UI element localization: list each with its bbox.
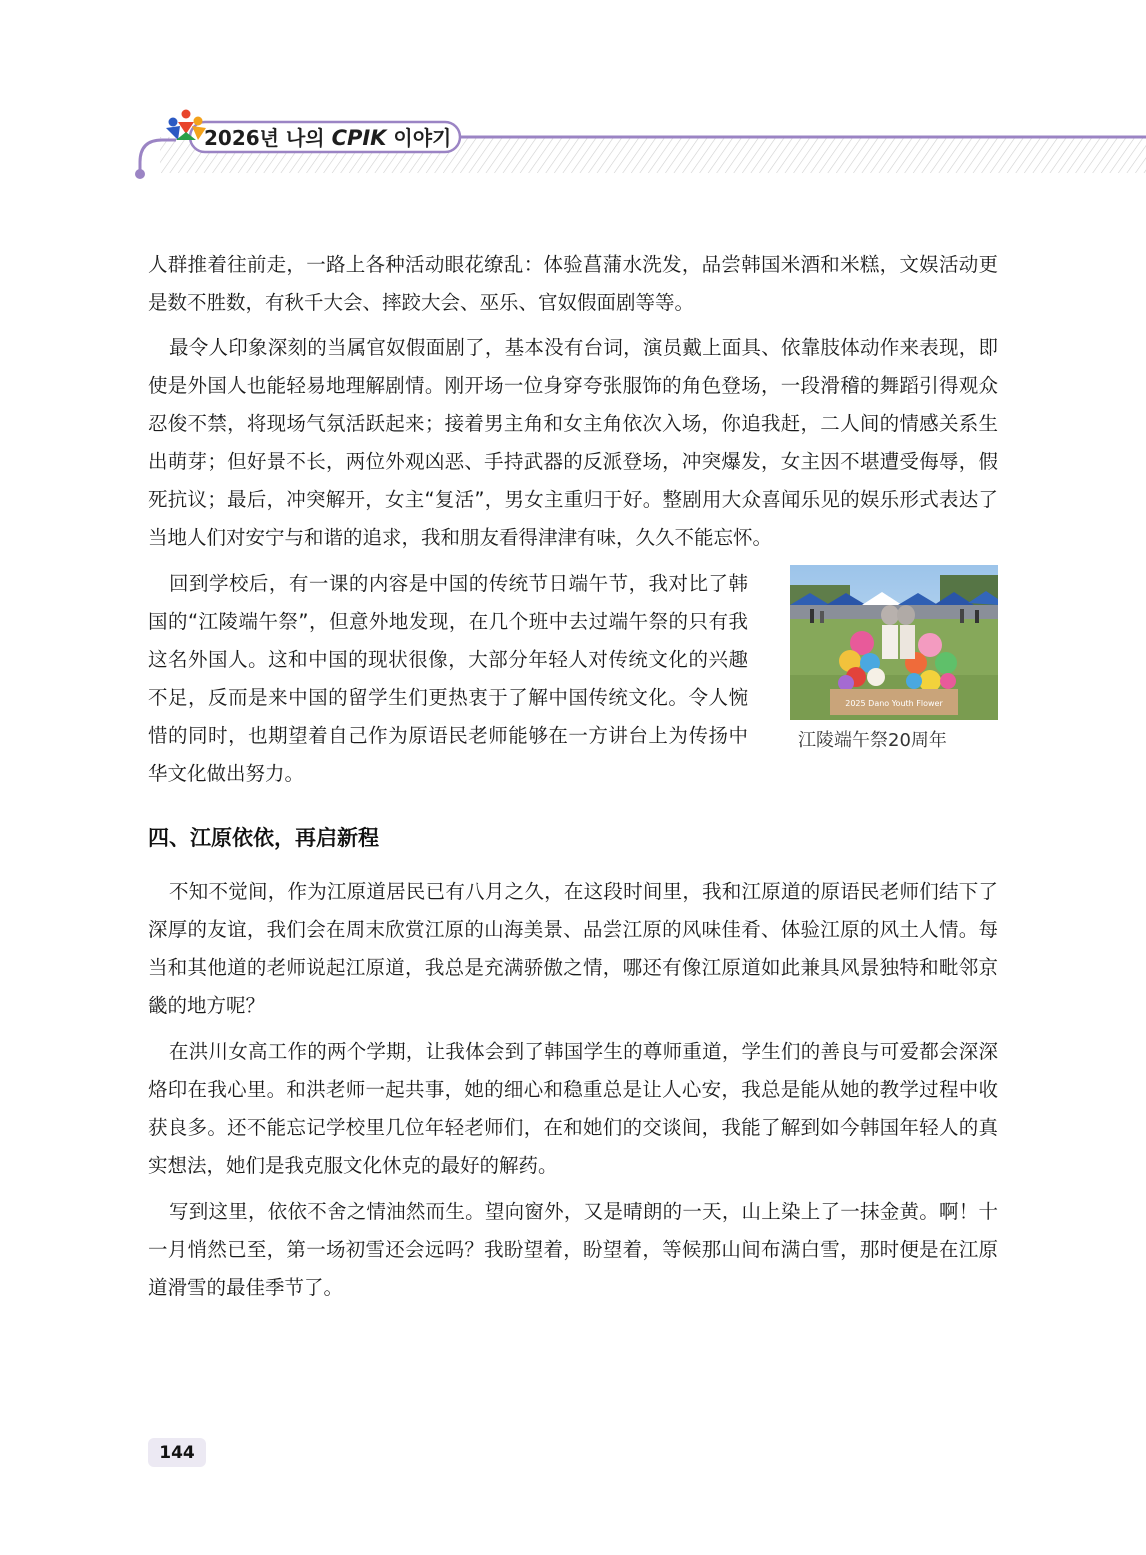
cpik-logo-icon	[166, 110, 206, 141]
header-brand: CPIK	[331, 126, 387, 150]
paragraph-6: 写到这里，依依不舍之情油然而生。望向窗外，又是晴朗的一天，山上染上了一抹金黄。啊！十一月悄然已至，第一场初雪还会远吗？我盼望着，盼望着，等候那山间布满白雪，那时便是在江原道滑雪的最佳季节了。	[148, 1200, 998, 1299]
photo-sign-text: 2025 Dano Youth Flower	[845, 699, 943, 708]
paragraph-1: 人群推着往前走，一路上各种活动眼花缭乱：体验菖蒲水洗发，品尝韩国米酒和米糕，文娱活动更是数不胜数，有秋千大会、摔跤大会、巫乐、官奴假面剧等等。	[148, 253, 998, 314]
header-title-prefix: 2026년 나의	[204, 126, 325, 150]
figure-row	[148, 565, 998, 795]
photo-figure	[790, 565, 998, 752]
page-number: 144	[148, 1438, 206, 1467]
header-decoration	[0, 0, 1146, 200]
page-header	[0, 0, 1146, 200]
paragraph-5: 在洪川女高工作的两个学期，让我体会到了韩国学生的尊师重道，学生们的善良与可爱都会深深烙印在我心里。和洪老师一起共事，她的细心和稳重总是让人心安，我总是能从她的教学过程中收获良多。还不能忘记学校里几位年轻老师们，在和她们的交谈间，我能了解到如今韩国年轻人的真实想法，她们是我克服文化休克的最好的解药。	[148, 1040, 998, 1177]
photo-caption: 江陵端午祭20周年	[798, 730, 947, 751]
article-body	[148, 246, 998, 1307]
header-title	[204, 122, 451, 151]
section-heading: 四、江原依依，再启新程	[148, 826, 379, 850]
festival-photo	[790, 565, 998, 720]
paragraph-3: 回到学校后，有一课的内容是中国的传统节日端午节，我对比了韩国的“江陵端午祭”，但意外地发现，在几个班中去过端午祭的只有我这名外国人。这和中国的现状很像，大部分年轻人对传统文化的兴趣不足，反而是来中国的留学生们更热衷于了解中国传统文化。令人惋惜的同时，也期望着自己作为原语民老师能够在一方讲台上为传扬中华文化做出努力。	[148, 572, 748, 785]
paragraph-4: 不知不觉间，作为江原道居民已有八月之久，在这段时间里，我和江原道的原语民老师们结下了深厚的友谊，我们会在周末欣赏江原的山海美景、品尝江原的风味佳肴、体验江原的风土人情。每当和其他道的老师说起江原道，我总是充满骄傲之情，哪还有像江原道如此兼具风景独特和毗邻京畿的地方呢？	[148, 880, 998, 1017]
paragraph-2: 最令人印象深刻的当属官奴假面剧了，基本没有台词，演员戴上面具、依靠肢体动作来表现，即使是外国人也能轻易地理解剧情。刚开场一位身穿夸张服饰的角色登场，一段滑稽的舞蹈引得观众忍俊不禁，将现场气氛活跃起来；接着男主角和女主角依次入场，你追我赶，二人间的情感关系生出萌芽；但好景不长，两位外观凶恶、手持武器的反派登场，冲突爆发，女主因不堪遭受侮辱，假死抗议；最后，冲突解开，女主“复活”，男女主重归于好。整剧用大众喜闻乐见的娱乐形式表达了当地人们对安宁与和谐的追求，我和朋友看得津津有味，久久不能忘怀。	[148, 336, 998, 549]
header-title-suffix: 이야기	[393, 126, 452, 150]
